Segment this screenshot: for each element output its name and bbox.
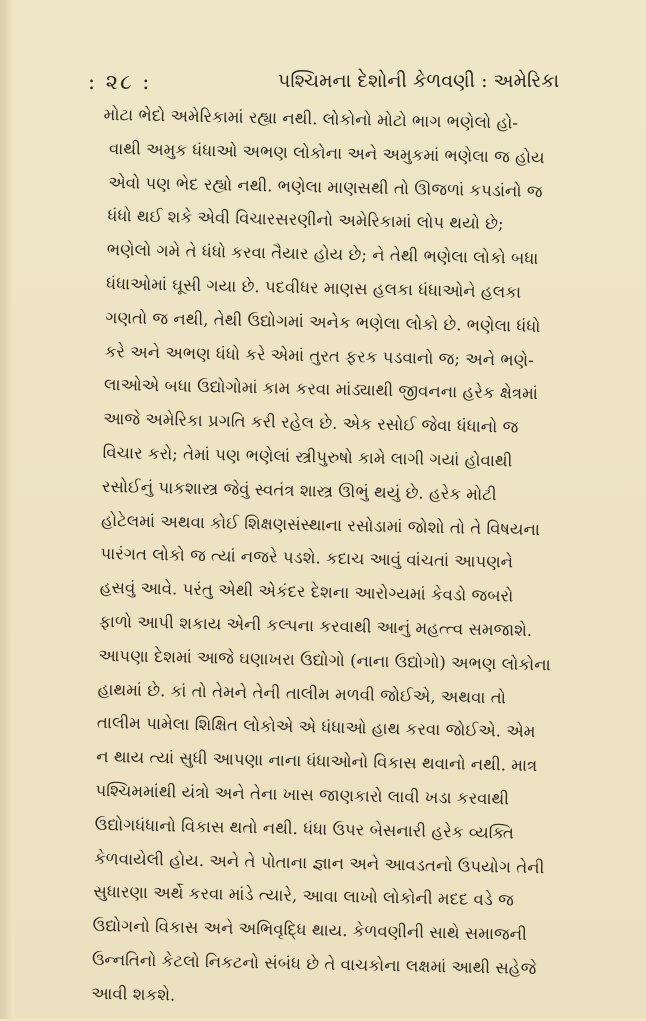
text-line: રસોઈનું પાકશાસ્ત્ર જેવું સ્વતંત્ર શાસ્ત્ર ઊભું થયું છે. હરેક મોટી	[101, 476, 497, 504]
text-line: એવો પણ ભેદ રહ્યો નથી. ભણેલા માણસથી તો ઊજળાં કપડાંનો જ	[108, 172, 543, 201]
text-line: ભણેલો ગમે તે ધંધો કરવા તૈયાર હોય છે; ને તેથી ભણેલા લોકો બધા	[106, 240, 539, 269]
text-line: તાલીમ પામેલા શિક્ષિત લોકોએ એ ધંધાઓ હાથ કરવા જોઈએ. એમ	[96, 713, 536, 742]
text-line: આપણા દેશમાં આજે ઘણાખરા ઉદ્યોગો (નાના ઉદ્યોગો) અભણ લોકોના	[98, 645, 551, 675]
running-head: પશ્ચિમના દેશોની કેળવણી : અમેરિકા	[278, 70, 560, 92]
page-gutter-shadow	[0, 0, 14, 1019]
text-line: ઉદ્યોગનો વિકાસ અને અભિવૃદ્ધિ થાય. કેળવણીની સાથે સમાજની	[92, 915, 528, 945]
text-line: આજે અમેરિકા પ્રગતિ કરી રહેલ છે. એક રસોઈ જેવા ધંધાનો જ	[103, 409, 519, 437]
text-line: ન થાય ત્યાં સુધી આપણા નાના ધંધાઓનો વિકાસ થવાનો નથી. માત્ર	[96, 746, 538, 776]
text-line: મોટા ભેદો અમેરિકામાં રહ્યા નથી. લોકોનો મોટો ભાગ ભણેલો હો-	[103, 104, 519, 133]
text-line: લાઓએ બધા ઉદ્યોગોમાં કામ કરવા માંડ્યાથી જીવનના હરેક ક્ષેત્રમાં	[103, 375, 539, 404]
body-paragraph	[91, 98, 620, 1021]
text-line: ગણતો જ નથી, તેથી ઉદ્યોગમાં અનેક ભણેલા લોકો છે. ભણેલા ધંધો	[105, 307, 541, 336]
text-line: વાથી અમુક ધંધાઓ અભણ લોકોના અને અમુકમાં ભણેલા જ હોય	[108, 138, 545, 167]
text-line: પશ્ચિમમાંથી યંત્રો અને તેના ખાસ જાણકારો લાવી ખડા કરવાથી	[95, 780, 510, 809]
page-number: : ૨૮ :	[88, 70, 152, 94]
text-line: ધંધો થઈ શકે એવી વિચારસરણીનો અમેરિકામાં લોપ થયો છે;	[107, 206, 504, 234]
text-line: સુધારણા અર્થે કરવા માંડે ત્યારે, આવા લાખો લોકોની મદદ વડે જ	[93, 882, 515, 910]
text-line: હસવું આવે. પરંતુ એથી એકંદર દેશના આરોગ્યમાં કેવડો જબરો	[99, 578, 514, 606]
text-line: કેળવાયેલી હોય. અને તે પોતાના જ્ઞાન અને આવડતનો ઉપયોગ તેની	[93, 848, 545, 877]
text-line: હોટેલમાં અથવા કોઈ શિક્ષણસંસ્થાના રસોડામાં જોશો તો તે વિષયના	[100, 510, 541, 539]
text-line: પારંગત લોકો જ ત્યાં નજરે પડશે. કદાચ આવું વાંચતાં આપણને	[100, 544, 514, 572]
text-line: વિચાર કરો; તેમાં પણ ભણેલાં સ્ત્રીપુરુષો કામે લાગી ગયાં હોવાથી	[102, 442, 513, 471]
text-line: હાથમાં છે. કાં તો તેમને તેની તાલીમ મળવી જોઈએ, અથવા તો	[97, 679, 507, 707]
text-line: કરે અને અભણ ધંધો કરે એમાં તુરત ફરક પડવાનો જ; અને ભણે-	[104, 341, 534, 370]
text-line: ફાળો આપી શકાય એની કલ્પના કરવાથી આનું મહત્ત્વ સમજાશે.	[98, 611, 533, 640]
text-line: ઉદ્યોગધંધાનો વિકાસ થતો નથી. ધંધા ઉપર બેસનારી હરેક વ્યક્તિ	[94, 814, 515, 843]
text-line: ધંધાઓમાં ઘૂસી ગયા છે. પદવીધર માણસ હલકા ધંધાઓને હલકા	[105, 273, 522, 302]
text-line: આવી શકશે.	[91, 983, 176, 1005]
text-line: ઉન્નતિનો કેટલો નિકટનો સંબંધ છે તે વાચકોના લક્ષમાં આથી સહેજે	[91, 949, 537, 979]
